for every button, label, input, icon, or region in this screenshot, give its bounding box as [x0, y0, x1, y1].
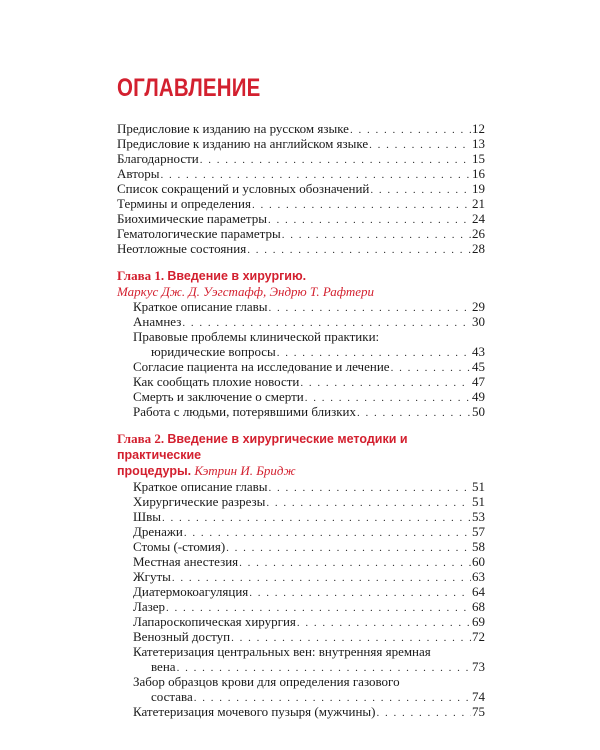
leader-dots	[391, 361, 471, 376]
toc-entry[interactable]	[117, 614, 485, 629]
entry-label: Хирургические разрезы	[133, 494, 266, 509]
entry-page: 21	[472, 196, 485, 211]
toc-entry[interactable]	[117, 509, 485, 524]
toc-entry[interactable]	[117, 584, 485, 599]
entry-page: 53	[472, 509, 485, 524]
toc-entry[interactable]	[117, 569, 485, 584]
leader-dots	[249, 586, 471, 601]
leader-dots	[162, 511, 471, 526]
entry-label: Краткое описание главы	[133, 479, 268, 494]
toc-entry[interactable]	[117, 689, 485, 704]
leader-dots	[184, 526, 471, 541]
entry-page: 72	[472, 629, 485, 644]
entry-page: 29	[472, 299, 485, 314]
entry-page: 24	[472, 211, 485, 226]
toc-entry[interactable]	[117, 181, 485, 196]
entry-page: 30	[472, 314, 485, 329]
entry-label: Работа с людьми, потерявшими близких	[133, 404, 356, 419]
entry-label: Швы	[133, 509, 161, 524]
chapter-prefix: Глава 1.	[117, 268, 165, 283]
entry-page: 58	[472, 539, 485, 554]
entry-page: 69	[472, 614, 485, 629]
entry-page: 13	[472, 136, 485, 151]
entry-page: 60	[472, 554, 485, 569]
entry-page: 75	[472, 704, 485, 719]
entry-page: 28	[472, 241, 485, 256]
table-of-contents	[117, 121, 485, 719]
entry-label: вена	[151, 659, 176, 674]
entry-page: 45	[472, 359, 485, 374]
entry-label: Неотложные состояния	[117, 241, 247, 256]
toc-entry-first-line[interactable]: Правовые проблемы клинической практики:	[133, 329, 380, 344]
entry-page: 26	[472, 226, 485, 241]
entry-page: 51	[472, 494, 485, 509]
toc-entry[interactable]	[117, 196, 485, 211]
toc-entry[interactable]	[117, 554, 485, 569]
entry-label: Венозный доступ	[133, 629, 231, 644]
entry-page: 47	[472, 374, 485, 389]
entry-label: Термины и определения	[117, 196, 251, 211]
entry-page: 63	[472, 569, 485, 584]
leader-dots	[200, 153, 471, 168]
leader-dots	[226, 541, 471, 556]
chapter-1-heading[interactable]	[117, 268, 485, 284]
toc-entry[interactable]	[117, 136, 485, 151]
toc-entry[interactable]	[117, 599, 485, 614]
entry-page: 64	[472, 584, 485, 599]
toc-entry-first-line[interactable]: Забор образцов крови для определения газового	[133, 674, 400, 689]
entry-label: состава	[151, 689, 193, 704]
leader-dots	[370, 183, 471, 198]
leader-dots	[369, 138, 471, 153]
entry-page: 15	[472, 151, 485, 166]
entry-page: 49	[472, 389, 485, 404]
chapter-2-authors: Кэтрин И. Бридж	[194, 463, 296, 478]
entry-label: Предисловие к изданию на английском языке	[117, 136, 369, 151]
entry-label: юридические вопросы	[151, 344, 276, 359]
entry-label: Предисловие к изданию на русском языке	[117, 121, 349, 136]
entry-label: Анамнез	[133, 314, 182, 329]
toc-entry[interactable]	[117, 211, 485, 226]
entry-label: Катетеризация мочевого пузыря (мужчины)	[133, 704, 376, 719]
leader-dots	[239, 556, 471, 571]
leader-dots	[268, 481, 471, 496]
leader-dots	[252, 198, 471, 213]
entry-label: Диатермокоагуляция	[133, 584, 249, 599]
entry-page: 51	[472, 479, 485, 494]
entry-label: Биохимические параметры	[117, 211, 268, 226]
entry-label: Список сокращений и условных обозначений	[117, 181, 370, 196]
toc-entry[interactable]	[117, 659, 485, 674]
chapter-2-heading[interactable]	[117, 431, 485, 463]
toc-entry[interactable]	[117, 151, 485, 166]
leader-dots	[266, 496, 471, 511]
entry-label: Стомы (-стомия)	[133, 539, 226, 554]
chapter-name: Введение в хирургию.	[167, 269, 307, 283]
toc-entry[interactable]	[117, 479, 485, 494]
toc-entry-first-line[interactable]: Катетеризация центральных вен: внутренняя яремная	[133, 644, 431, 659]
entry-label: Местная анестезия	[133, 554, 239, 569]
entry-page: 57	[472, 524, 485, 539]
toc-entry[interactable]	[117, 539, 485, 554]
leader-dots	[268, 213, 471, 228]
entry-label: Смерть и заключение о смерти	[133, 389, 304, 404]
entry-label: Дренажи	[133, 524, 183, 539]
toc-entry[interactable]	[117, 314, 485, 329]
leader-dots	[268, 301, 471, 316]
entry-label: Гематологические параметры	[117, 226, 281, 241]
toc-entry[interactable]	[117, 226, 485, 241]
chapter-2-heading-cont[interactable]	[117, 463, 485, 479]
entry-page: 74	[472, 689, 485, 704]
toc-entry[interactable]	[117, 166, 485, 181]
toc-entry[interactable]	[117, 389, 485, 404]
leader-dots	[300, 376, 471, 391]
toc-entry[interactable]	[117, 404, 485, 419]
toc-entry[interactable]	[117, 704, 485, 719]
entry-label: Жгуты	[133, 569, 171, 584]
toc-entry[interactable]	[117, 629, 485, 644]
toc-entry[interactable]	[117, 241, 485, 256]
page-title: ОГЛАВЛЕНИЕ	[117, 74, 261, 102]
toc-entry[interactable]	[117, 121, 485, 136]
leader-dots	[247, 243, 471, 258]
entry-label: Согласие пациента на исследование и лечение	[133, 359, 390, 374]
leader-dots	[297, 616, 471, 631]
chapter-prefix: Глава 2.	[117, 431, 165, 446]
entry-page: 19	[472, 181, 485, 196]
entry-label: Благодарности	[117, 151, 199, 166]
chapter-name-line1: Введение в хирургические методики и практические	[117, 432, 408, 462]
leader-dots	[357, 406, 471, 421]
entry-label: Авторы	[117, 166, 160, 181]
entry-label: Краткое описание главы	[133, 299, 268, 314]
toc-entry[interactable]	[117, 524, 485, 539]
leader-dots	[282, 228, 471, 243]
chapter-name-line2: процедуры.	[117, 464, 192, 478]
entry-page: 16	[472, 166, 485, 181]
entry-page: 73	[472, 659, 485, 674]
entry-label: Лапароскопическая хирургия	[133, 614, 296, 629]
entry-label: Как сообщать плохие новости	[133, 374, 300, 389]
chapter-1-authors: Маркус Дж. Д. Уэгстафф, Эндрю Т. Рафтери	[117, 284, 375, 299]
leader-dots	[376, 706, 471, 721]
toc-entry[interactable]	[117, 344, 485, 359]
entry-page: 12	[472, 121, 485, 136]
toc-entry[interactable]	[117, 374, 485, 389]
toc-entry[interactable]	[117, 359, 485, 374]
entry-page: 68	[472, 599, 485, 614]
entry-label: Лазер	[133, 599, 165, 614]
entry-page: 50	[472, 404, 485, 419]
toc-entry[interactable]	[117, 494, 485, 509]
toc-entry[interactable]	[117, 299, 485, 314]
entry-page: 43	[472, 344, 485, 359]
